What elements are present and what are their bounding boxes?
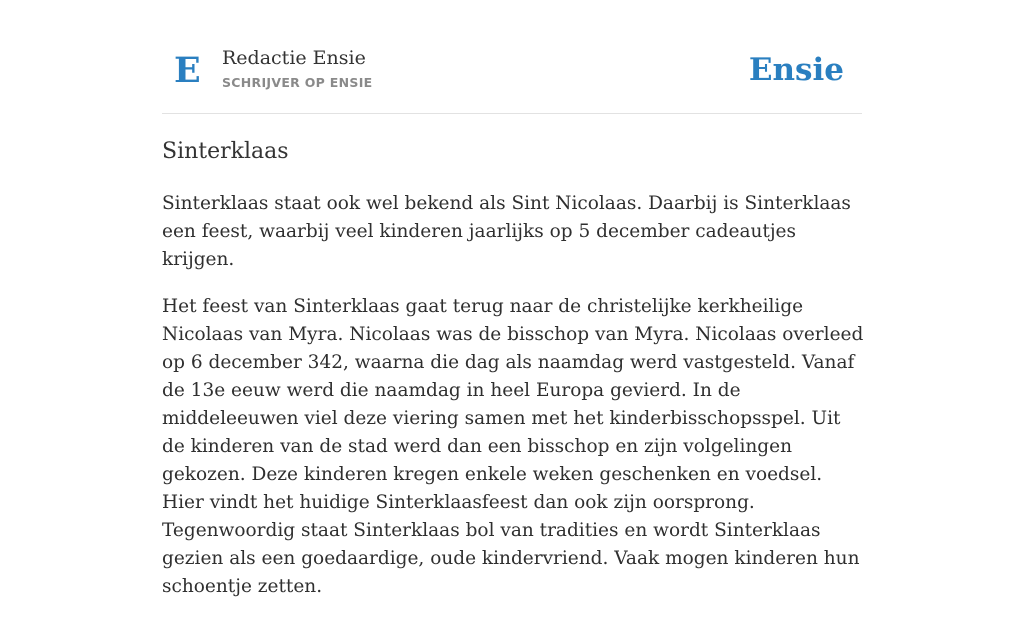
article-title: Sinterklaas — [162, 139, 289, 164]
article-paragraph: Het feest van Sinterklaas gaat terug naar de christelijke kerkheilige Nicolaas van Myra. Nicolaas was de bisschop van Myra. Nicolaas overleed op 6 december 342, waarna die dag als naamdag werd vastgesteld. Vanaf de 13e eeuw werd die naamdag in heel Europa gevierd. In de middeleeuwen viel deze viering samen met het kinderbisschopsspel. Uit de kinderen van de stad werd dan een bisschop en zijn volgelingen gekozen. Deze kinderen kregen enkele weken geschenken en voedsel. Hier vindt het huidige Sinterklaasfeest dan ook zijn oorsprong. Tegenwoordig staat Sinterklaas bol van tradities en wordt Sinterklaas gezien als een goedaardige, oude kindervriend. Vaak mogen kinderen hun schoentje zetten. — [162, 296, 864, 597]
author-header — [162, 40, 862, 114]
article-paragraph: Sinterklaas staat ook wel bekend als Sint Nicolaas. Daarbij is Sinterklaas een feest, waarbij veel kinderen jaarlijks op 5 december cadeautjes krijgen. — [162, 193, 851, 270]
author-role: SCHRIJVER OP ENSIE — [222, 75, 373, 90]
author-avatar-logo[interactable]: E — [174, 50, 201, 91]
article-body — [162, 190, 864, 620]
ensie-brand-logo[interactable]: Ensie — [748, 52, 844, 88]
author-name[interactable]: Redactie Ensie — [222, 47, 366, 69]
